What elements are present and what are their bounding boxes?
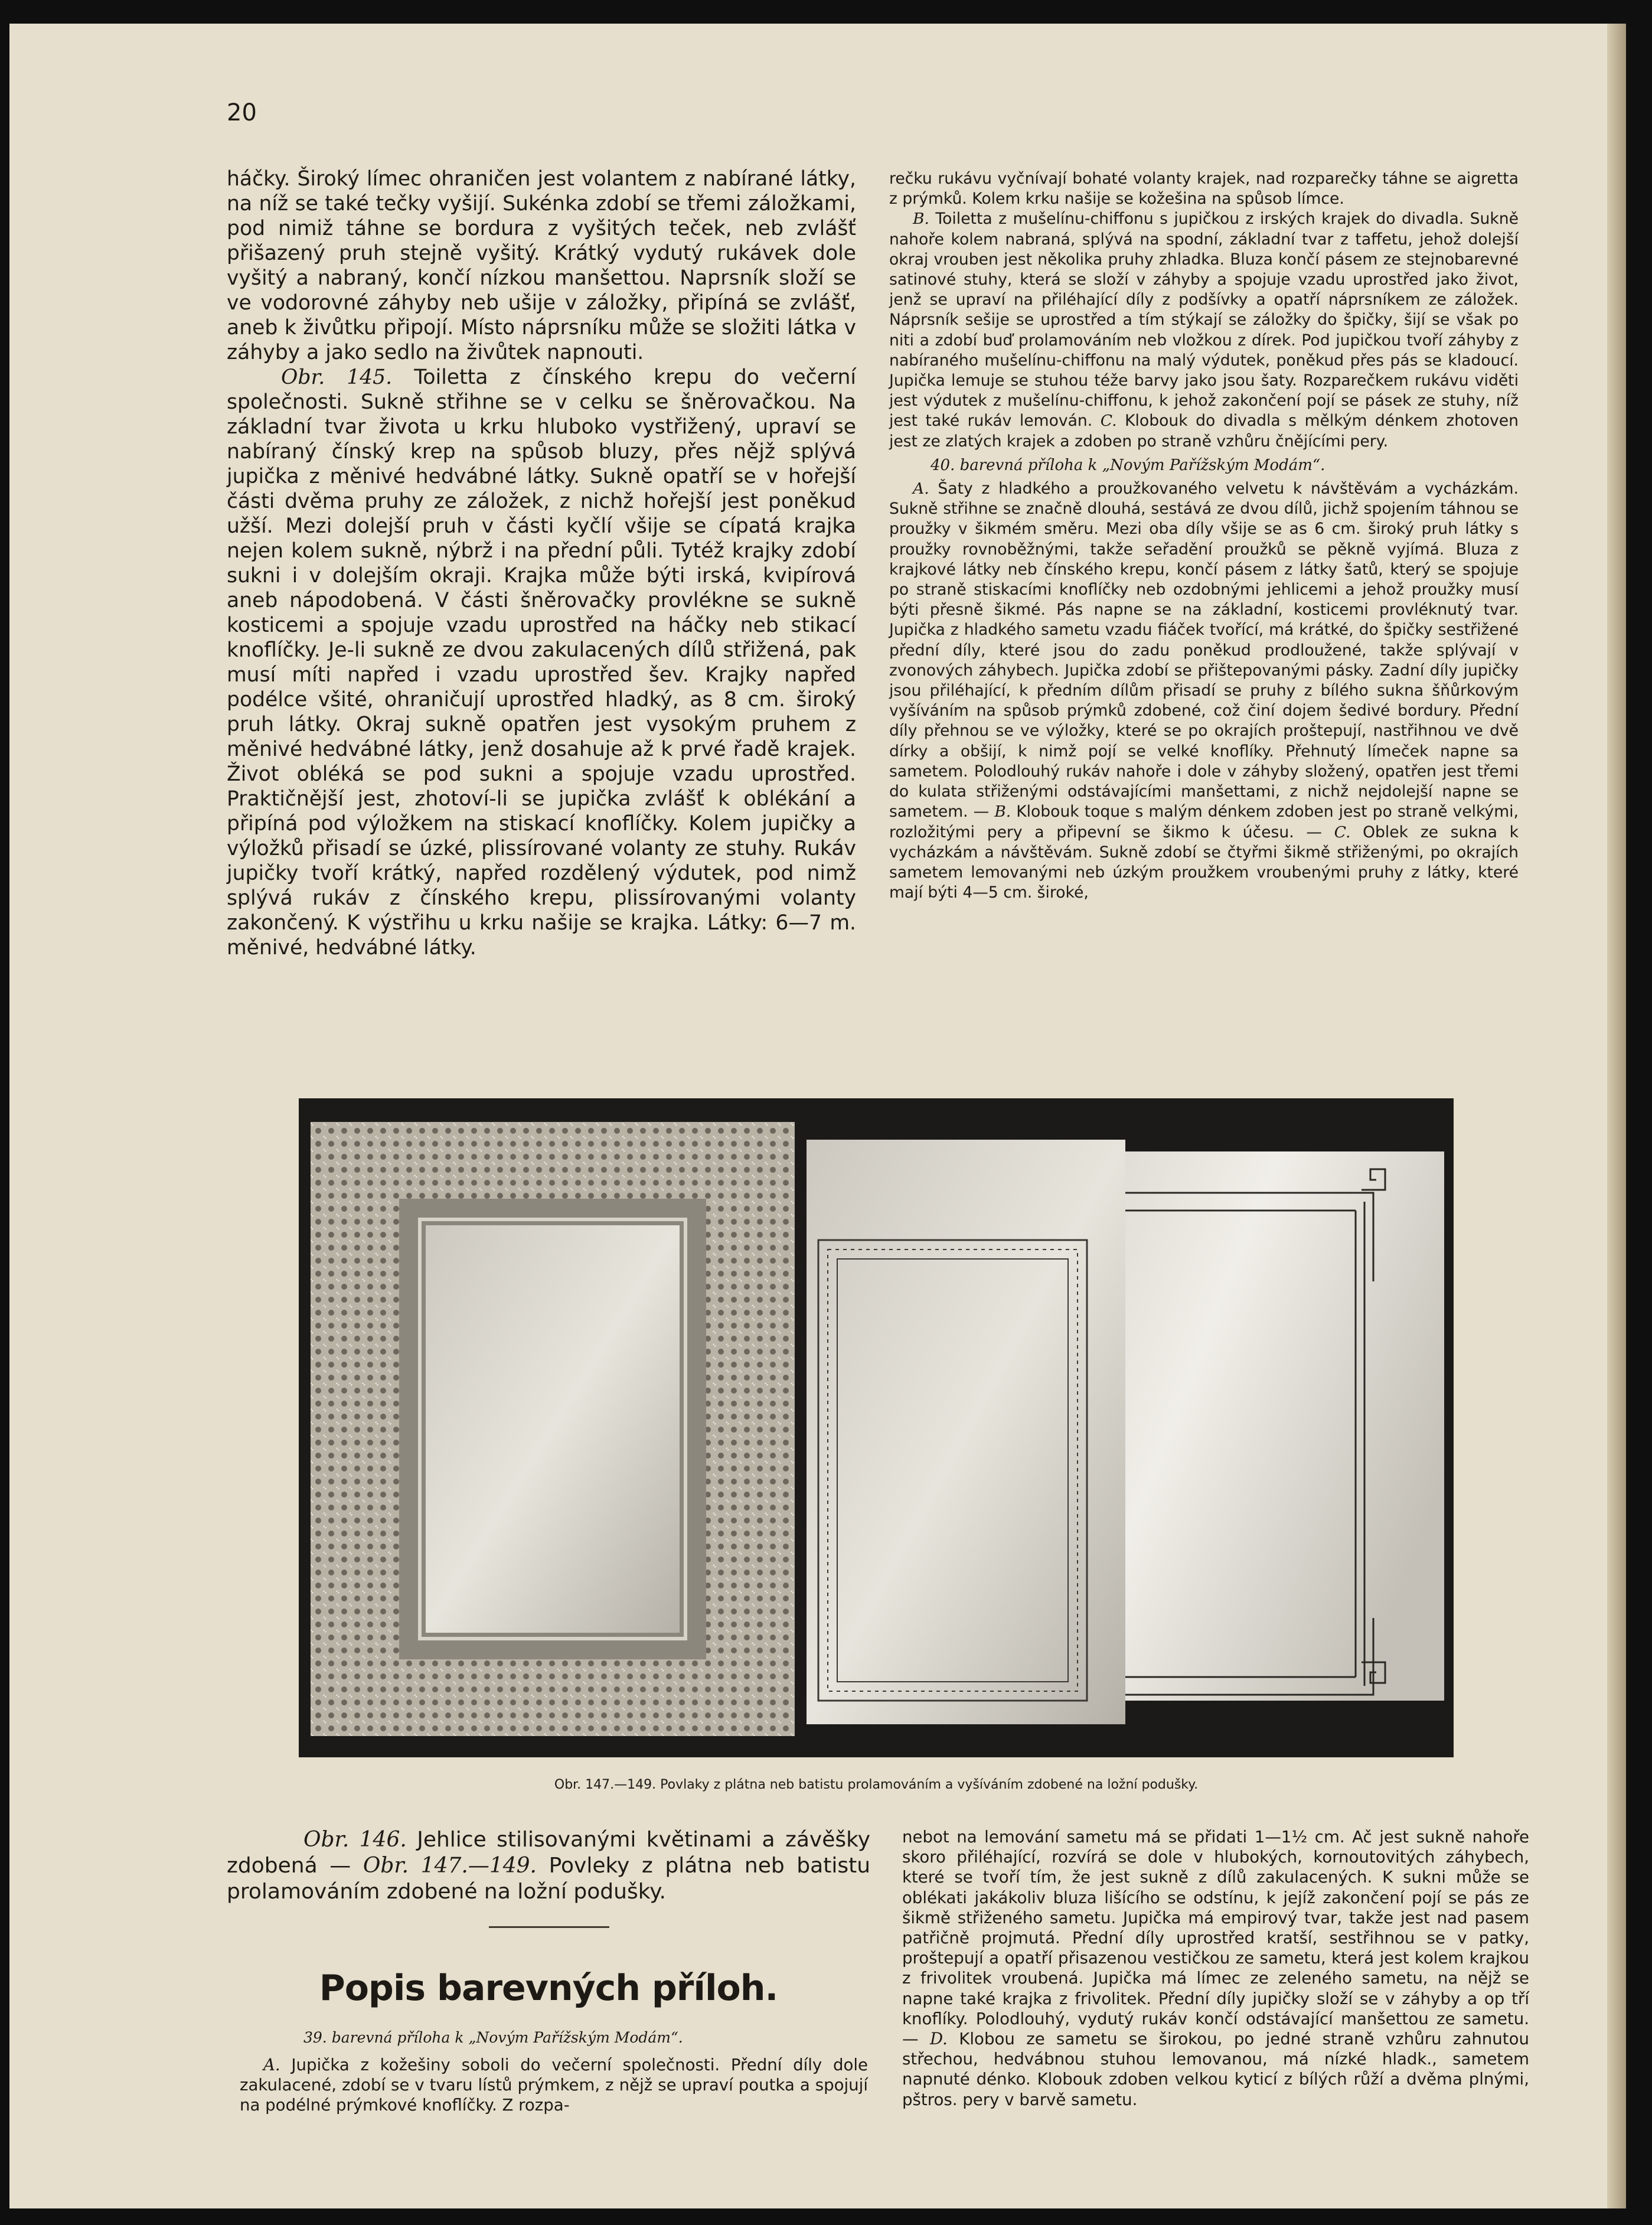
paragraph-text: Klobou ze sametu se širokou, po jedné straně vzhůru zahnutou střechou, hedvábnou stuhou lemovanou, má nízké hladk., sametem napnuté dénko. Klobouk zdoben velkou kyticí z bílých růží a dvěma plnými, pštros. pery v barvě sametu.: [902, 2029, 1529, 2109]
column-bottom-right: [902, 1827, 1529, 2110]
paragraph-text: Oblek ze sukna k vycházkám a návštěvám. Sukně zdobí se čtyřmi šikmě střiženými, po okrajích sametem lemovanými neb úzkým proužkem vroubenými pruhy z látky, které mají býti 4—5 cm. široké,: [889, 823, 1519, 902]
figure-reference: Obr. 145.: [281, 366, 393, 389]
paragraph: [889, 479, 1519, 903]
plate-caption: 40. barevná příloha k „Novým Pařížským Modám“.: [931, 456, 1325, 474]
plate-caption: 39. barevná příloha k „Novým Pařížským Modám“.: [303, 2029, 683, 2046]
pillowcase-lace-border: [311, 1122, 795, 1736]
section-heading: Popis barevných příloh.: [319, 1968, 778, 2009]
pillowcase-photograph: [299, 1098, 1454, 1757]
item-letter: B.: [994, 802, 1011, 821]
paragraph: [227, 1827, 870, 1905]
pillowcase-drawnwork: [807, 1140, 1125, 1724]
paragraph-text: Toiletta z čínského krepu do večerní společnosti. Sukně střihne se v celku se šněrovačkou. Na základní tvar života u krku hluboko vystřižený, upraví se nabíraný čínský krep na spůsob bluzy, přes nějž splývá jupička z měnivé hedvábné látky. Sukně opatří se v hořejší části dvěma pruhy ze záložek, z nichž hořejší jest poněkud užší. Mezi dolejší pruh v části kyčlí všije se cípatá krajka nejen kolem sukně, nýbrž i na přední půli. Tytéž krajky zdobí sukni i v dolejším okraji. Krajka může býti irská, kvipírová aneb nápodobená. V části šněrovačky provlékne se sukně kosticemi a spojuje vzadu uprostřed na háčky neb stikací knoflíčky. Je-li sukně ze dvou zakulacených dílů střižená, pak musí míti napřed i vzadu uprostřed šev. Krajky napřed podélce všité, ohraničují uprostřed hladký, as 8 cm. široký pruh látky. Okraj sukně opatřen jest vysokým pruhem z měnivé hedvábné látky, jenž dosahuje až k prvé řadě krajek. Život obléká se pod sukni a spojuje vzadu uprostřed. Praktičnější jest, zhotoví-li se jupička zvlášť k oblékání a připíná pod výložkem na stiskací knoflíčky. Kolem jupičky a výložků přisadí se úzké, plissírované volanty ze stuhy. Rukáv jupičky tvoří krátký, napřed rozdělený výdutek, pod nimž splývá rukáv z čínského krepu, plissírovanými volanty zakončený. K výstřihu u krku našije se krajka. Látky: 6—7 m. měnivé, hedvábné látky.: [227, 366, 857, 960]
item-letter: A.: [913, 479, 929, 498]
paragraph-text: Jehlice stilisovanými květinami a závěšky zdobená —: [227, 1828, 870, 1878]
magazine-page: [9, 24, 1626, 2208]
paragraph: rečku rukávu vyčnívají bohaté volanty krajek, nad rozparečky táhne se aigretta z prýmků. Kolem krku našije se kožešina na spůsob límce.: [889, 169, 1519, 208]
paragraph-text: Klobouk do divadla s mělkým dénkem zhotoven jest ze zlatých krajek a zdoben po straně vzhůru čnějícími pery.: [889, 412, 1519, 451]
paragraph-text: Jupička z kožešiny soboli do večerní společnosti. Přední díly dole zakulacené, zdobí se v tvaru lístů prýmkem, z nějž se upraví poutka a spojují na podélné prýmkové knoflíčky. Z rozpa-: [240, 2055, 868, 2115]
paragraph: [227, 365, 856, 960]
paragraph: [240, 2055, 868, 2115]
page-number: 20: [227, 99, 257, 126]
paragraph-text: nebot na lemování sametu má se přidati 1—1½ cm. Ač jest sukně nahoře skoro přiléhající, rozvírá se dole v hlubokých, kornoutovitých záhybech, které se tvoří tím, že jest sukně z dílů zakulacených. K sukni může se oblékati jakákoliv bluza lišícího se odstínu, k jejíž zakončení pojí se pás ze šikmě střiženého sametu. Jupička má empirový tvar, takže jest nad pasem patřičně projmutá. Přední díly uprostřed kratší, sestřihnou se v patky, proštepují a opatří přisazenou vestičkou ze sametu, která jest kolem krajkou z frivolitek vroubená. Jupička má límec ze zeleného sametu, na nějž se napne také krajka z frivolitek. Přední díly jupičky složí se v záhyby a op tří knoflíky. Polodlouhý, vydutý rukáv končí odstávající manšettou ze sametu. —: [902, 1827, 1529, 2049]
paragraph-text: Klobouk toque s malým dénkem zdoben jest po straně velkými, rozložitými pery a připevní se šikmo k účesu. —: [889, 802, 1519, 841]
column-bottom-left: [240, 2028, 868, 2115]
column-top-right: [889, 169, 1519, 903]
paragraph-text: Povleky z plátna neb batistu prolamováním zdobené na ložní podušky.: [227, 1854, 871, 1904]
item-letter: C.: [1100, 412, 1117, 430]
page-edge-shadow: [1607, 24, 1626, 2208]
paragraph: [902, 1827, 1529, 2110]
item-letter: A.: [263, 2055, 280, 2074]
paragraph: [889, 209, 1519, 451]
figure-caption: Obr. 147.—149. Povlaky z plátna neb batistu prolamováním a vyšíváním zdobené na ložní podušky.: [554, 1777, 1199, 1792]
item-letter: D.: [929, 2029, 948, 2049]
paragraph: háčky. Široký límec ohraničen jest volantem z nabírané látky, na níž se také tečky vyšijí. Sukénka zdobí se třemi záložkami, pod nimiž táhne se bordura z vyšitých teček, neb zvlášť přišazený pruh stejně vyšitý. Krátký vydutý rukávek dole vyšitý a nabraný, končí nízkou manšettou. Naprsník složí se ve vodorovné záhyby neb ušije v záložky, připíná se zvlášť, aneb k živůtku připojí. Místo náprsníku může se složiti látka v záhyby a jako sedlo na živůtek napnouti.: [227, 167, 856, 364]
pillowcase-illustration: [299, 1098, 1454, 1757]
figure-reference: Obr. 147.—149.: [363, 1854, 537, 1878]
figure-reference: Obr. 146.: [303, 1828, 407, 1852]
item-letter: C.: [1334, 823, 1351, 841]
pillowcase-greek-key: [1084, 1151, 1444, 1701]
figure-descriptions: [227, 1827, 870, 1905]
item-letter: B.: [913, 210, 929, 229]
paragraph-text: Šaty z hladkého a proužkovaného velvetu k návštěvám a vycházkám. Sukně střihne se značně dlouhá, sestává ze dvou dílů, jichž spojením táhnou se proužky v šikmém směru. Mezi oba díly všije se as 6 cm. široký pruh látky s proužky rovnoběžnými, takže seřadění proužků se pěkně vyjímá. Bluza z krajkové látky neb čínského krepu, končí pásem z látky šatů, který se spojuje po straně stiskacími knoflíčky neb ozdobnými jehlicemi a jehož proužky musí býti přesně šikmé. Pás napne se na základní, kosticemi provléknutý tvar. Jupička z hladkého sametu vzadu fiáček tvořící, má krátké, do špičky sestřižené přední díly, které jsou do zadu poněkud prodloužené, takže splývají v zvonových záhybech. Jupička zdobí se přištepovanými pásky. Zadní díly jupičky jsou přiléhající, k předním dílům přisadí se pruhy z bílého sukna šňůrkovým vyšíváním na spůsob prýmků zdobené, což činí dojem šedivé bordury. Přední díly přehnou se ve výložky, které se po okrajích proštepují, nastřihnou ve dvě dírky a obšijí, k nimž pojí se velké knoflíky. Přehnutý límeček napne sa sametem. Polodlouhý rukáv nahoře i dole v záhyby složený, opatřen jest třemi do kulata střiženými odstávajícími manšettami, z nichž nejdolejší napne se sametem. —: [889, 479, 1519, 821]
paragraph-text: Toiletta z mušelínu-chiffonu s jupičkou z irských krajek do divadla. Sukně nahoře kolem nabraná, splývá na spodní, základní tvar z taffetu, jehož dolejší okraj vrouben jest několika pruhy zhladka. Bluza končí pásem ze stejnobarevné satinové stuhy, která se složí v záhyby a spojuje vzadu uprostřed jako život, jenž se upraví na přiléhající díly z podšívky a opatří náprsníkem ze záložek. Náprsník sešije se uprostřed a tím stýkají se záložky do špičky, šijí se však po niti a zdobí buď prolamováním neb vložkou z dírek. Pod jupičkou tvoří záhyby z nabíraného mušelínu-chiffonu na malý výdutek, poněkud přes pás se kladoucí. Jupička lemuje se stuhou téže barvy jako jsou šaty. Rozparečkem rukávu viděti jest výdutek z mušelínu-chiffonu, k jehož zakončení pojí se pásek ze stuhy, níž jest také rukáv lemován.: [889, 210, 1519, 430]
section-divider: [489, 1926, 609, 1928]
column-top-left: [227, 167, 856, 960]
